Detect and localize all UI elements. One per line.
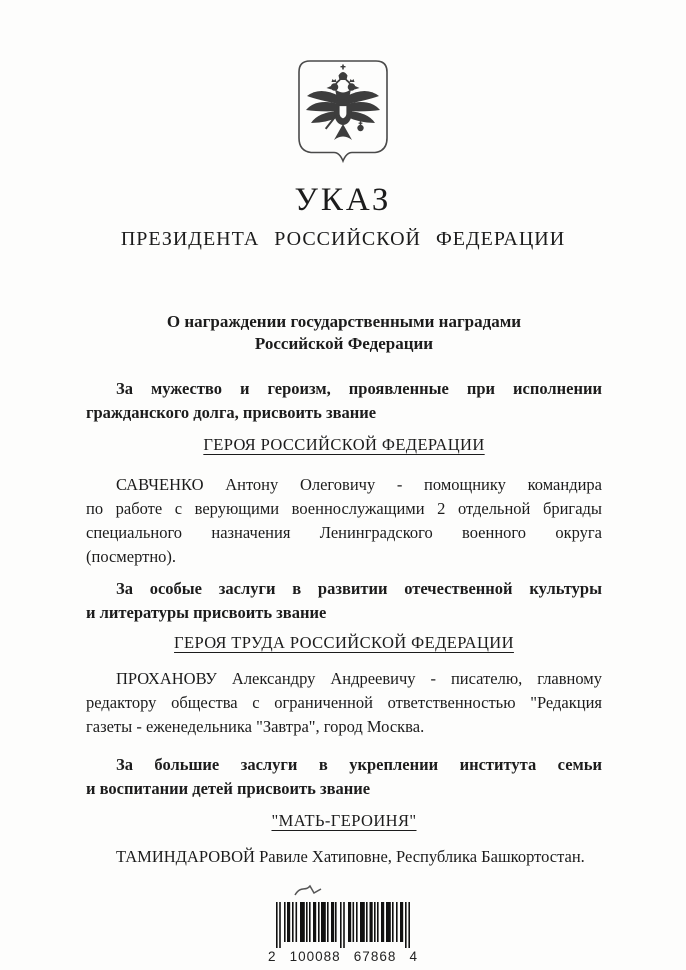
paragraph-line: За мужество и героизм, проявленные при исполнении <box>116 379 602 398</box>
decree-title: УКАЗ <box>294 182 392 218</box>
paragraph-line: (посмертно). <box>86 547 177 566</box>
paragraph-line: ТАМИНДАРОВОЙ Равиле Хатиповне, Республика Башкортостан. <box>116 847 585 866</box>
decree-issuer: ПРЕЗИДЕНТА РОССИЙСКОЙ ФЕДЕРАЦИИ <box>120 228 566 250</box>
decree-subject <box>86 311 602 355</box>
barcode-digit: 4 <box>409 949 418 964</box>
paragraph-line: по работе с верующими военнослужащими 2 отдельной бригады <box>86 499 602 518</box>
paragraph-motive-courage <box>86 377 602 425</box>
paragraph-line: САВЧЕНКО Антону Олеговичу - помощнику командира <box>116 475 602 494</box>
award-heading-text: ГЕРОЯ ТРУДА РОССИЙСКОЙ ФЕДЕРАЦИИ <box>174 633 514 652</box>
paragraph-line: редактору общества с ограниченной ответственностью "Редакция <box>86 693 602 712</box>
decree-subject-line: Российской Федерации <box>254 334 434 353</box>
award-heading-mother-heroine <box>86 809 602 833</box>
barcode-digit: 2 <box>268 949 277 964</box>
paragraph-line: специального назначения Ленинградского военного округа <box>86 523 602 542</box>
decree-subject-line: О награждении государственными наградами <box>166 312 522 331</box>
paragraph-line: За особые заслуги в развитии отечественной культуры <box>116 579 602 598</box>
decree-body <box>86 311 602 869</box>
barcode <box>0 883 686 964</box>
stamp-mark-icon <box>293 883 323 902</box>
paragraph-awardee-tamindarova <box>86 845 602 869</box>
coat-of-arms-icon <box>298 60 388 174</box>
paragraph-motive-culture <box>86 577 602 625</box>
paragraph-motive-family <box>86 753 602 801</box>
barcode-digit-group: 67868 <box>353 949 397 964</box>
award-heading-hero-labor <box>86 631 602 655</box>
paragraph-line: газеты - еженедельника "Завтра", город Москва. <box>86 717 425 736</box>
paragraph-line: и воспитании детей присвоить звание <box>86 779 371 798</box>
paragraph-line: ПРОХАНОВУ Александру Андреевичу - писателю, главному <box>116 669 602 688</box>
paragraph-awardee-prokhanov <box>86 667 602 739</box>
barcode-bars-icon <box>276 902 410 948</box>
barcode-digit-group: 100088 <box>289 949 341 964</box>
barcode-number <box>268 949 418 964</box>
paragraph-line: и литературы присвоить звание <box>86 603 327 622</box>
award-heading-text: ГЕРОЯ РОССИЙСКОЙ ФЕДЕРАЦИИ <box>203 435 485 454</box>
award-heading-hero-rf <box>86 433 602 457</box>
award-heading-text: "МАТЬ-ГЕРОИНЯ" <box>271 811 417 830</box>
paragraph-line: гражданского долга, присвоить звание <box>86 403 377 422</box>
paragraph-awardee-savchenko <box>86 473 602 569</box>
paragraph-line: За большие заслуги в укреплении института семьи <box>116 755 602 774</box>
